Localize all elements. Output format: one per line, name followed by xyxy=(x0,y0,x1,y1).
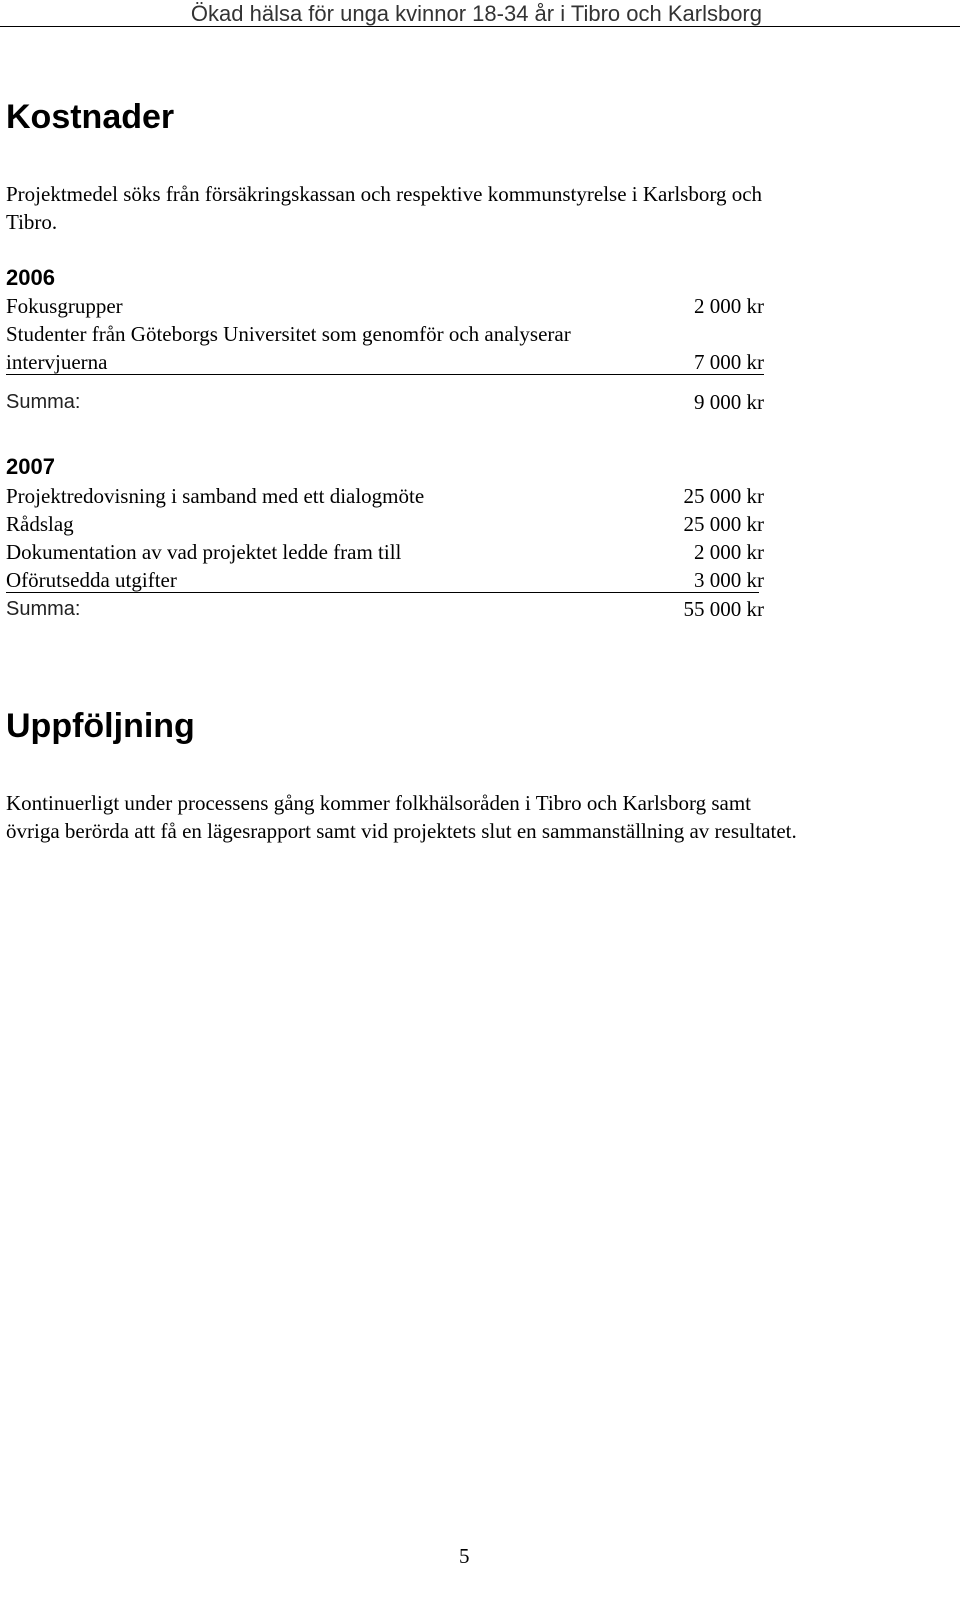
header-title: Ökad hälsa för unga kvinnor 18-34 år i Tibro och Karlsborg xyxy=(190,1,762,26)
item-2006-studenter-amount: 7 000 kr xyxy=(694,350,764,374)
uppfoljning-heading: Uppföljning xyxy=(6,707,195,745)
item-2007-projektredovisning-label: Projektredovisning i samband med ett dialogmöte xyxy=(6,484,425,508)
intro-line-2: Tibro. xyxy=(6,210,58,234)
sum-2006-label: Summa: xyxy=(6,391,81,413)
item-2007-radslag-label: Rådslag xyxy=(6,512,74,536)
item-2007-oforutsedda-amount: 3 000 kr xyxy=(694,568,764,592)
kostnader-heading: Kostnader xyxy=(6,98,175,136)
year-2006-label: 2006 xyxy=(6,265,55,290)
sum-2007-amount: 55 000 kr xyxy=(683,597,764,621)
sum-rule-2006 xyxy=(6,374,764,375)
uppfoljning-line-2: övriga berörda att få en lägesrapport samt vid projektets slut en sammanställning av resultatet. xyxy=(6,819,797,843)
sum-2007-label: Summa: xyxy=(6,598,81,620)
page-number: 5 xyxy=(459,1544,470,1568)
item-2006-studenter-label-line1: Studenter från Göteborgs Universitet som genomför och analyserar xyxy=(6,322,571,346)
item-2006-fokusgrupper-label: Fokusgrupper xyxy=(6,294,123,318)
sum-2006-amount: 9 000 kr xyxy=(694,390,764,414)
sum-rule-2007 xyxy=(6,592,759,593)
year-2007-label: 2007 xyxy=(6,454,55,479)
item-2007-radslag-amount: 25 000 kr xyxy=(683,512,764,536)
item-2007-dokumentation-amount: 2 000 kr xyxy=(694,540,764,564)
uppfoljning-line-1: Kontinuerligt under processens gång kommer folkhälsoråden i Tibro och Karlsborg samt xyxy=(6,791,751,815)
item-2007-projektredovisning-amount: 25 000 kr xyxy=(683,484,764,508)
page-header xyxy=(0,0,960,27)
item-2007-dokumentation-label: Dokumentation av vad projektet ledde fram till xyxy=(6,540,402,564)
item-2006-fokusgrupper-amount: 2 000 kr xyxy=(694,294,764,318)
intro-line-1: Projektmedel söks från försäkringskassan och respektive kommunstyrelse i Karlsborg och xyxy=(6,182,763,206)
item-2007-oforutsedda-label: Oförutsedda utgifter xyxy=(6,568,177,592)
item-2006-studenter-label-line2: intervjuerna xyxy=(6,350,108,374)
